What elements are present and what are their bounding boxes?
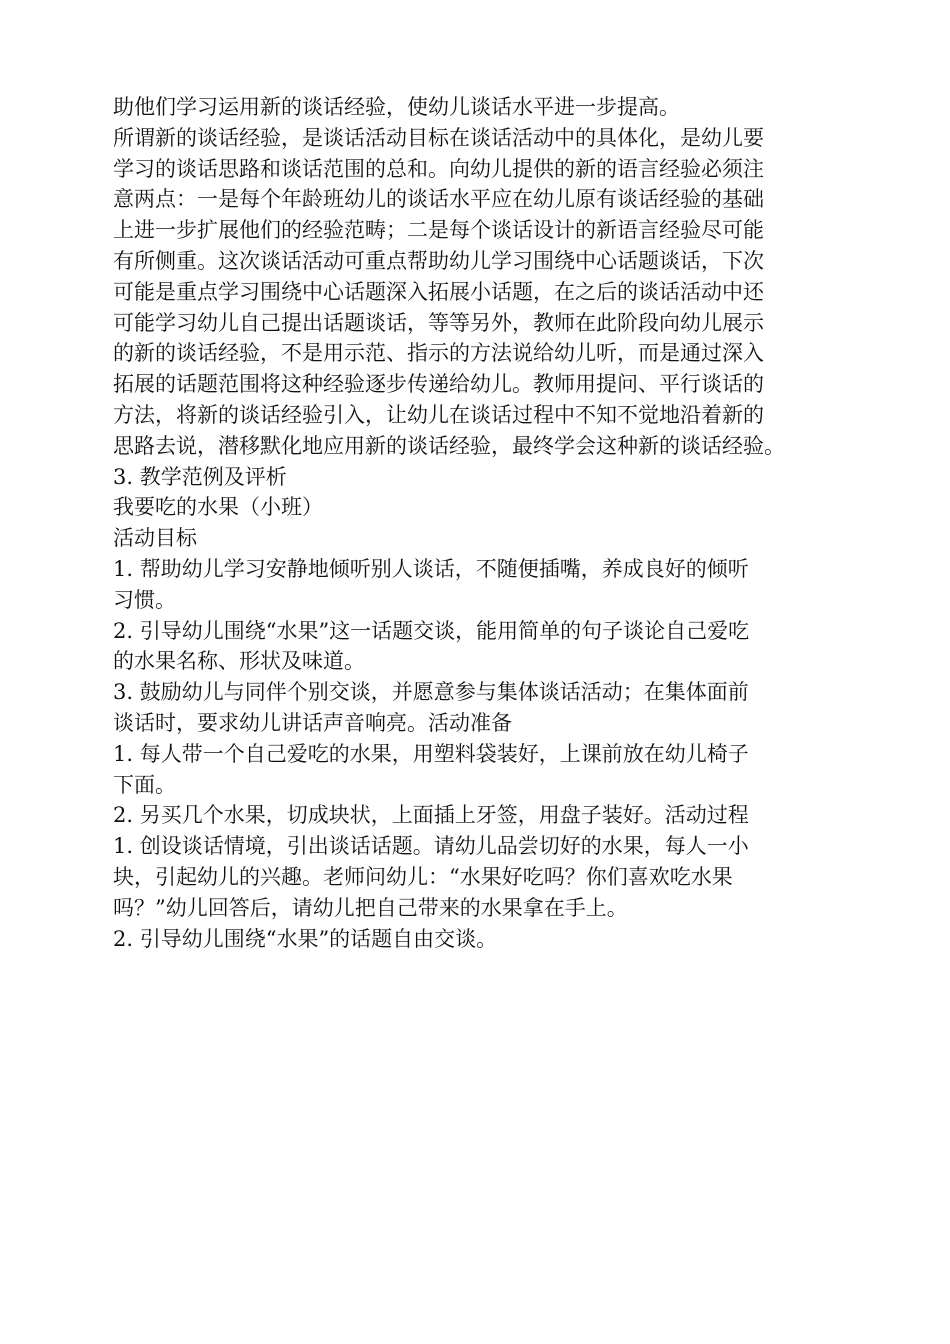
list-item-line: 习惯。 xyxy=(113,587,176,612)
paragraph-line: 的新的谈话经验，不是用示范、指示的方法说给幼儿听，而是通过深入 xyxy=(113,341,764,366)
lesson-title: 我要吃的水果（小班） xyxy=(113,495,323,520)
list-item-line: 谈话时，要求幼儿讲话声音响亮。活动准备 xyxy=(113,710,512,735)
list-item-line: 下面。 xyxy=(113,772,176,797)
paragraph-line: 意两点：一是每个年龄班幼儿的谈话水平应在幼儿原有谈话经验的基础 xyxy=(113,187,764,212)
paragraph-line: 方法，将新的谈话经验引入，让幼儿在谈话过程中不知不觉地沿着新的 xyxy=(113,402,764,427)
list-item-line: 1. 创设谈话情境，引出谈话话题。请幼儿品尝切好的水果，每人一小 xyxy=(113,834,749,859)
paragraph-line: 可能是重点学习围绕中心话题深入拓展小话题，在之后的谈话活动中还 xyxy=(113,279,764,304)
list-item-line: 2. 引导幼儿围绕“水果”的话题自由交谈。 xyxy=(113,926,498,951)
list-item-line: 3. 鼓励幼儿与同伴个别交谈，并愿意参与集体谈话活动；在集体面前 xyxy=(113,680,749,705)
list-item-line: 块，引起幼儿的兴趣。老师问幼儿：“水果好吃吗？你们喜欢吃水果 xyxy=(113,864,733,889)
paragraph-line: 助他们学习运用新的谈话经验，使幼儿谈话水平进一步提高。 xyxy=(113,95,680,119)
paragraph-line: 上进一步扩展他们的经验范畴；二是每个谈话设计的新语言经验尽可能 xyxy=(113,218,764,243)
paragraph-line: 思路去说，潜移默化地应用新的谈话经验，最终学会这种新的谈话经验。 xyxy=(113,433,785,458)
list-item-line: 2. 另买几个水果，切成块状，上面插上牙签，用盘子装好。活动过程 xyxy=(113,803,749,828)
paragraph-line: 有所侧重。这次谈话活动可重点帮助幼儿学习围绕中心话题谈话，下次 xyxy=(113,248,764,273)
paragraph-line: 学习的谈话思路和谈话范围的总和。向幼儿提供的新的语言经验必须注 xyxy=(113,156,764,181)
list-item-line: 吗？”幼儿回答后，请幼儿把自己带来的水果拿在手上。 xyxy=(113,895,628,920)
paragraph-line: 所谓新的谈话经验，是谈话活动目标在谈话活动中的具体化，是幼儿要 xyxy=(113,125,764,150)
list-item-line: 的水果名称、形状及味道。 xyxy=(113,649,365,674)
list-item-line: 1. 每人带一个自己爱吃的水果，用塑料袋装好，上课前放在幼儿椅子 xyxy=(113,741,749,766)
list-item-line: 2. 引导幼儿围绕“水果”这一话题交谈，能用简单的句子谈论自己爱吃 xyxy=(113,618,750,643)
paragraph-line: 可能学习幼儿自己提出话题谈话，等等另外，教师在此阶段向幼儿展示 xyxy=(113,310,764,335)
paragraph-line: 拓展的话题范围将这种经验逐步传递给幼儿。教师用提问、平行谈话的 xyxy=(113,372,764,397)
section-heading: 3. 教学范例及评析 xyxy=(113,464,287,489)
list-item-line: 1. 帮助幼儿学习安静地倾听别人谈话，不随便插嘴，养成良好的倾听 xyxy=(113,556,749,581)
document-body xyxy=(113,92,853,954)
subsection-heading: 活动目标 xyxy=(113,526,197,551)
